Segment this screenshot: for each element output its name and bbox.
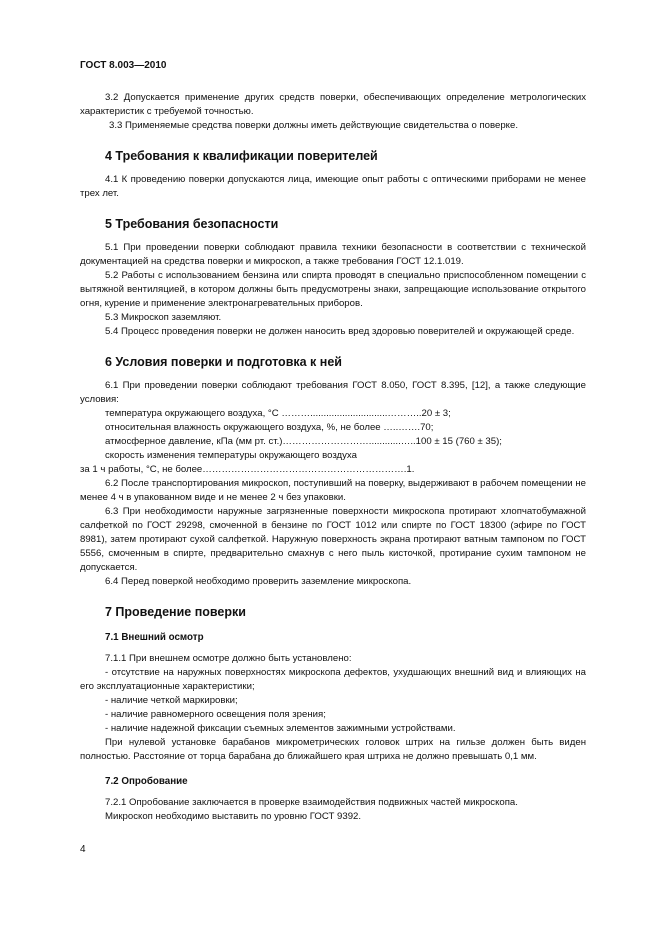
clause-5-4: 5.4 Процесс проведения поверки не должен наносить вред здоровью поверителей и окружающей среде. (105, 326, 575, 337)
document-header: ГОСТ 8.003—2010 (80, 60, 167, 71)
condition-humidity: относительная влажность окружающего воздуха, %, не более …..…….70; (105, 422, 434, 433)
condition-temperature: температура окружающего воздуха, °С ……….............................………..20 ± 3; (105, 408, 451, 419)
clause-5-3: 5.3 Микроскоп заземляют. (105, 312, 222, 323)
section-7-title: 7 Проведение поверки (105, 605, 246, 619)
condition-temp-rate-label: скорость изменения температуры окружающего воздуха (105, 450, 357, 461)
clause-7-1-zero-setting: При нулевой установке барабанов микрометрических головок штрих на гильзе должен быть виден полностью. Расстояние от торца барабана до ближайшего края штриха не должно превышать 0,1 мм. (80, 737, 586, 762)
bullet-marking: - наличие четкой маркировки; (105, 695, 238, 706)
clause-7-1-1: 7.1.1 При внешнем осмотре должно быть установлено: (105, 653, 352, 664)
section-6-title: 6 Условия поверки и подготовка к ней (105, 355, 342, 369)
subsection-7-2-title: 7.2 Опробование (105, 776, 188, 787)
section-4-title: 4 Требования к квалификации поверителей (105, 149, 378, 163)
bullet-fixation: - наличие надежной фиксации съемных элементов зажимными устройствами. (105, 723, 456, 734)
clause-5-1: 5.1 При проведении поверки соблюдают правила техники безопасности в соответствии с технической документацией на средства поверки и микроскоп, а также требования ГОСТ 12.1.019. (80, 242, 586, 267)
clause-6-3: 6.3 При необходимости наружные загрязненные поверхности микроскопа протирают хлопчатобумажной салфеткой по ГОСТ 29298, смоченной в бензине по ГОСТ 1012 или спирте по ГОСТ 18300 (эфире по ГОСТ 8981), затем протирают сухой салфеткой. Наружную поверхность экрана протирают ватным тампоном по ГОСТ 5556, смоченным в спирте, предварительно смахнув с него пыль кисточкой, протирание сухим тампоном не допускается. (80, 506, 586, 573)
clause-6-1: 6.1 При проведении поверки соблюдают требования ГОСТ 8.050, ГОСТ 8.395, [12], а также следующие условия: (80, 380, 586, 405)
condition-pressure: атмосферное давление, кПа (мм рт. ст.)………………………............…..100 ± 15 (760 ± 35); (105, 436, 502, 447)
page-number: 4 (80, 844, 86, 855)
clause-5-2: 5.2 Работы с использованием бензина или спирта проводят в специально приспособленном помещении с вытяжной вентиляцией, в котором должны быть предусмотрены знаки, запрещающие использование открытого огня, курение и применение электронагревательных приборов. (80, 270, 586, 309)
clause-3-2: 3.2 Допускается применение других средств поверки, обеспечивающих определение метрологических характеристик с требуемой точностью. (80, 92, 586, 117)
subsection-7-1-title: 7.1 Внешний осмотр (105, 632, 204, 643)
section-5-title: 5 Требования безопасности (105, 217, 279, 231)
clause-7-2-level: Микроскоп необходимо выставить по уровню ГОСТ 9392. (105, 811, 362, 822)
clause-6-2: 6.2 После транспортирования микроскоп, поступивший на поверку, выдерживают в рабочем помещении не менее 4 ч в упакованном виде и не менее 2 ч без упаковки. (80, 478, 586, 503)
clause-7-2-1: 7.2.1 Опробование заключается в проверке взаимодействия подвижных частей микроскопа. (105, 797, 518, 808)
page-content (80, 91, 586, 824)
bullet-defects: - отсутствие на наружных поверхностях микроскопа дефектов, ухудшающих внешний вид и влияющих на его эксплуатационные характеристики; (80, 667, 586, 692)
condition-temp-rate-value: за 1 ч работы, °С, не более……………………………………………………….1. (80, 464, 415, 475)
clause-3-3: 3.3 Применяемые средства поверки должны иметь действующие свидетельства о поверке. (109, 120, 518, 131)
bullet-illumination: - наличие равномерного освещения поля зрения; (105, 709, 326, 720)
clause-4-1: 4.1 К проведению поверки допускаются лица, имеющие опыт работы с оптическими приборами не менее трех лет. (80, 174, 586, 199)
clause-6-4: 6.4 Перед поверкой необходимо проверить заземление микроскопа. (105, 576, 412, 587)
